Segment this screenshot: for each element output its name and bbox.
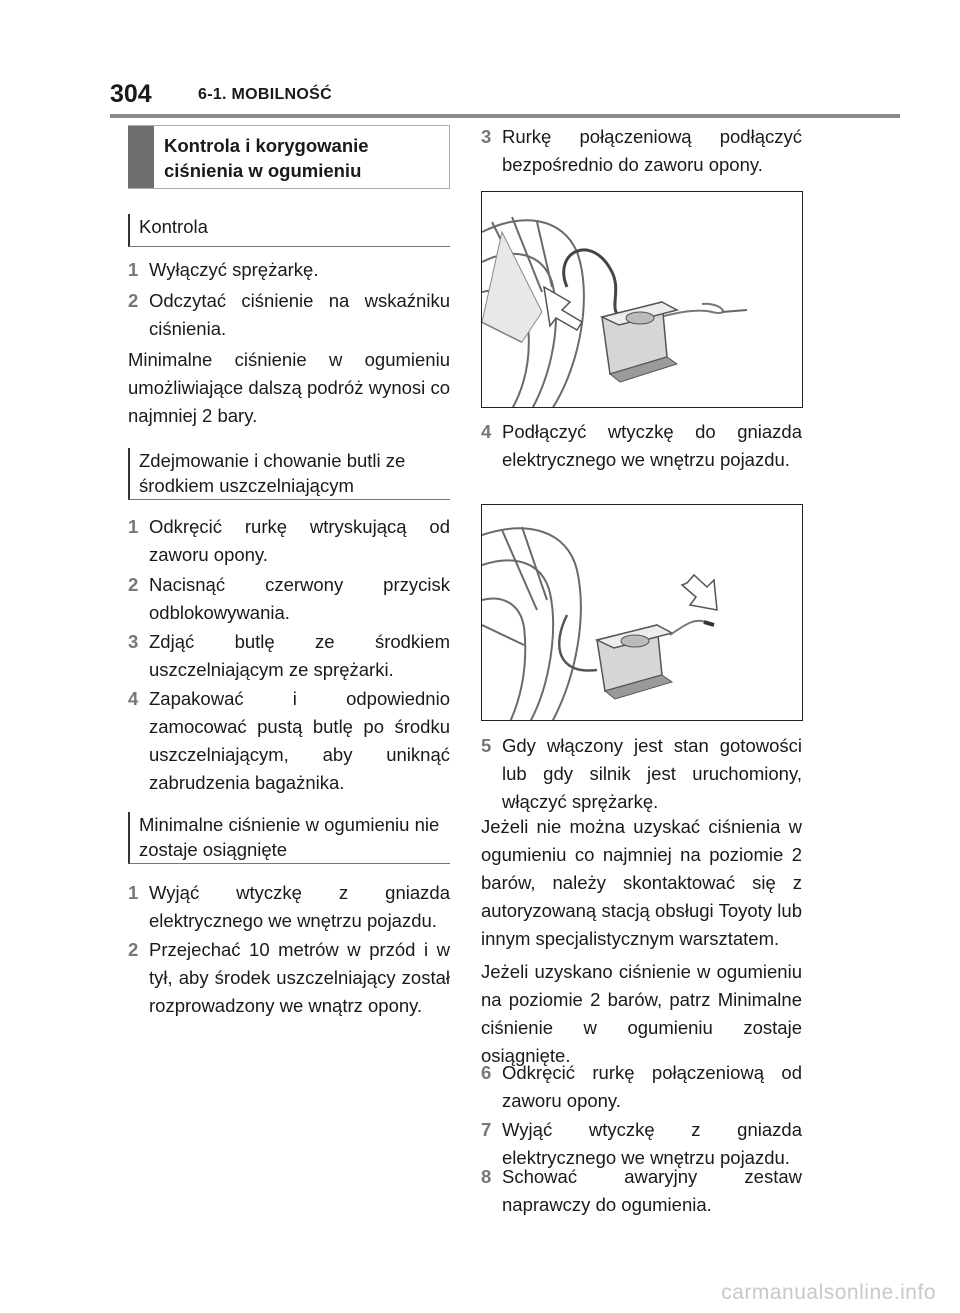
chapter-title: 6-1. MOBILNOŚĆ [198,86,332,103]
paragraph: Minimalne ciśnienie w ogumieniu umożliwiające dalszą podróż wynosi co najmniej 2 bary. [128,349,450,426]
list-item [481,732,802,816]
step-number: 2 [128,290,139,311]
step-number: 4 [481,421,492,442]
step-text: Podłączyć wtyczkę do gniazda elektrycznego we wnętrzu pojazdu. [502,421,802,470]
page-number: 304 [110,80,152,108]
illustration-compressor-socket [482,505,803,721]
figure-hose-to-valve [481,191,803,408]
paragraph: Jeżeli nie można uzyskać ciśnienia w ogumieniu co najmniej na poziomie 2 barów, należy skontaktować się z autoryzowaną stacją obsługi Toyoty lub innym specjalistycznym warsztatem. [481,816,802,949]
step-number: 1 [128,516,139,537]
list-item [128,571,450,627]
step-number: 2 [128,939,139,960]
step-number: 7 [481,1119,492,1140]
step-text: Zdjąć butlę ze środkiem uszczelniającym ze sprężarki. [149,631,450,680]
step-number: 2 [128,574,139,595]
list-item [481,1163,802,1219]
header-rule [110,114,900,118]
step-text: Schować awaryjny zestaw naprawczy do ogumienia. [502,1166,802,1215]
paragraph: Jeżeli uzyskano ciśnienie w ogumieniu na poziomie 2 barów, patrz Minimalne ciśnienie w ogumieniu zostaje osiągnięte. [481,961,802,1066]
list-item [128,936,450,1020]
section-heading-bar [128,126,154,188]
step-text: Rurkę połączeniową podłączyć bezpośrednio do zaworu opony. [502,126,802,175]
step-text: Nacisnąć czerwony przycisk odblokowywania. [149,574,450,623]
subheading-pressure-not-reached: Minimalne ciśnienie w ogumieniu nie zostaje osiągnięte [128,812,450,864]
subheading-bottle: Zdejmowanie i chowanie butli ze środkiem uszczelniającym [128,448,450,500]
step-number: 3 [481,126,492,147]
watermark: carmanualsonline.info [721,1281,936,1304]
step-number: 1 [128,259,139,280]
step-text: Zapakować i odpowiednio zamocować pustą butlę po środku uszczelniającym, aby uniknąć zabrudzenia bagażnika. [149,688,450,793]
list-item [481,418,802,474]
figure-plug-to-socket [481,504,803,721]
step-text: Odkręcić rurkę połączeniową od zaworu opony. [502,1062,802,1111]
step-text: Wyłączyć sprężarkę. [149,259,319,280]
step-number: 3 [128,631,139,652]
step-text: Przejechać 10 metrów w przód i w tył, aby środek uszczelniający został rozprowadzony we wnątrz opony. [149,939,450,1016]
list-item [128,287,450,343]
section-heading-box [128,125,450,189]
step-text: Wyjąć wtyczkę z gniazda elektrycznego we wnętrzu pojazdu. [149,882,450,931]
list-item [481,1059,802,1115]
step-number: 6 [481,1062,492,1083]
step-number: 5 [481,735,492,756]
step-number: 1 [128,882,139,903]
subheading-kontrola: Kontrola [128,214,450,247]
list-item [128,628,450,684]
step-text: Wyjąć wtyczkę z gniazda elektrycznego we wnętrzu pojazdu. [502,1119,802,1168]
list-item [128,256,450,284]
step-text: Odczytać ciśnienie na wskaźniku ciśnienia. [149,290,450,339]
step-text: Odkręcić rurkę wtryskującą od zaworu opony. [149,516,450,565]
illustration-compressor-valve [482,192,803,408]
section-heading: Kontrola i korygowanie ciśnienia w ogumieniu [164,135,369,181]
list-item [481,123,802,179]
list-item [128,879,450,935]
step-text: Gdy włączony jest stan gotowości lub gdy silnik jest uruchomiony, włączyć sprężarkę. [502,735,802,812]
list-item [128,513,450,569]
step-number: 4 [128,688,139,709]
step-number: 8 [481,1166,492,1187]
list-item [128,685,450,797]
